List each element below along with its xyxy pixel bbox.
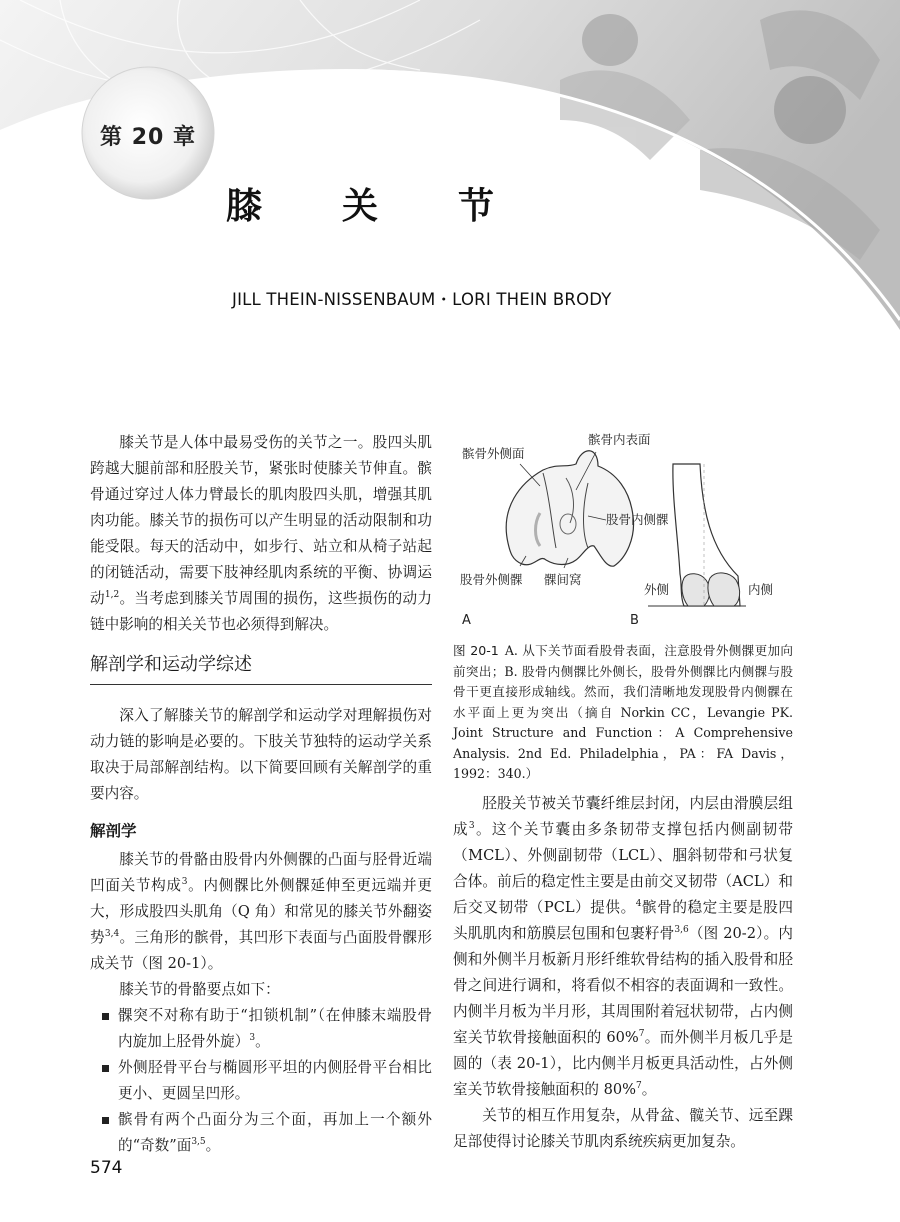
citation: 3 (249, 1033, 256, 1043)
intro-paragraph: 膝关节是人体中最易受伤的关节之一。股四头肌跨越大腿前部和胫股关节，紧张时使膝关节伸直。髌骨通过穿过人体力臂最长的肌肉股四头肌，增强其肌肉功能。膝关节的损伤可以产生明显的活动限制和功能受限。每天的活动中，如步行、站立和从椅子站起的闭链活动，需要下肢神经肌肉系统的平衡、协调运动$^{1,2}$。当考虑到膝关节周围的损伤，这些损伤的动力链中影响的相关关节也必须得到解决。 (90, 434, 432, 633)
panel-a-label: A (462, 613, 471, 628)
citation: 3 (181, 877, 188, 887)
joint-capsule-paragraph: 胫股关节被关节囊纤维层封闭，内层由滑膜层组成$^3$。这个关节囊由多条韧带支撑包括内侧副韧带（MCL）、外侧副韧带（LCL）、腘斜韧带和弓状复合体。前后的稳定性主要是由前交叉韧带（ACL）和后交叉韧带（PCL）提供。$^4$髌骨的稳定主要是股四头肌肌肉和筋膜层包围和包裹籽骨$^{3,6}$（图 20-2）。内侧和外侧半月板新月形纤维软骨结构的插入股骨和胫骨之间进行调和，将看似不相容的表面调和一致性。内侧半月板为半月形，其周围附着冠状韧带，占内侧室关节软骨接触面积的 60%$^7$。而外侧半月板几乎是圆的（表 20-1），比内侧半月板更具活动性，占外侧室关节软骨接触面积的 80%$^7$。 (453, 795, 793, 1098)
kinetic-chain-paragraph: 关节的相互作用复杂，从骨盆、髋关节、远至踝足部使得讨论膝关节肌肉系统疾病更加复杂。 (453, 1107, 793, 1150)
chapter-title: 膝 关 节 (226, 186, 517, 227)
section-paragraph: 深入了解膝关节的解剖学和运动学对理解损伤对动力链的影响是必要的。下肢关节独特的运动学关系取决于局部解剖结构。以下简要回顾有关解剖学的重要内容。 (90, 707, 432, 802)
left-column (90, 430, 432, 1159)
citation: 3,4 (104, 929, 120, 939)
bullet-item: 外侧胫骨平台与椭圆形平坦的内侧胫骨平台相比更小、更圆呈凹形。 (90, 1055, 432, 1107)
figure-caption-text: A. 从下关节面看股骨表面，注意股骨外侧髁更加向前突出；B. 股骨内侧髁比外侧长，股骨外侧髁比内侧髁与股骨干更直接形成轴线。然而，我们清晰地发现股骨内侧髁在水平面上更为突出（摘自 Norkin CC，Levangie PK. Joint Structure and Function：A Comprehensive Analysis. 2nd Ed. Philadelphia，PA：FA Davis，1992：340.） (453, 643, 793, 781)
subsection-heading: 解剖学 (90, 822, 137, 840)
page-number: 574 (90, 1158, 123, 1178)
figure-caption (453, 641, 793, 785)
bullet-item: 髁突不对称有助于“扣锁机制”（在伸膝末端股骨内旋加上胫骨外旋）$^3$。 (90, 1003, 432, 1055)
figure-20-1 (448, 428, 798, 638)
citation: 4 (635, 899, 642, 909)
label-lateral-patellar-facet: 髌骨外侧面 (462, 446, 525, 461)
label-medial-side: 内侧 (748, 582, 774, 597)
citation: 7 (638, 1029, 645, 1039)
bullet-list (90, 1003, 432, 1159)
anatomy-paragraph: 膝关节的骨骼由股骨内外侧髁的凸面与胫骨近端凹面关节构成$^3$。内侧髁比外侧髁延伸至更远端并更大，形成股四头肌角（Q 角）和常见的膝关节外翻姿势$^{3,4}$。三角形的髌骨，其凹形下表面与凸面股骨髁形成关节（图 20-1）。 (90, 851, 432, 972)
label-lateral-femoral-condyle: 股骨外侧髁 (460, 572, 523, 587)
citation: 3 (468, 821, 475, 831)
panel-b-label: B (630, 613, 639, 628)
citation: 7 (636, 1081, 642, 1091)
label-patellar-medial-surface: 髌骨内表面 (588, 432, 651, 447)
chapter-authors: JILL THEIN-NISSENBAUM・LORI THEIN BRODY (232, 290, 612, 309)
right-column (453, 791, 793, 1155)
bullet-item: 髌骨有两个凸面分为三个面，再加上一个额外的“奇数”面$^{3,5}$。 (90, 1107, 432, 1159)
citation: 3,6 (674, 925, 689, 935)
figure-caption-number: 图 20-1 (453, 643, 499, 658)
label-lateral-side: 外侧 (644, 582, 670, 597)
anatomy-points-intro: 膝关节的骨骼要点如下： (119, 981, 280, 998)
citation: 1,2 (104, 590, 120, 600)
label-medial-femoral-condyle: 股骨内侧髁 (606, 512, 669, 527)
chapter-number: 第 20 章 (100, 124, 196, 150)
label-intercondylar-fossa: 髁间窝 (544, 572, 582, 587)
citation: 3,5 (191, 1137, 206, 1147)
section-heading: 解剖学和运动学综述 (90, 650, 432, 685)
femur-inferior-view-illustration (506, 451, 633, 568)
